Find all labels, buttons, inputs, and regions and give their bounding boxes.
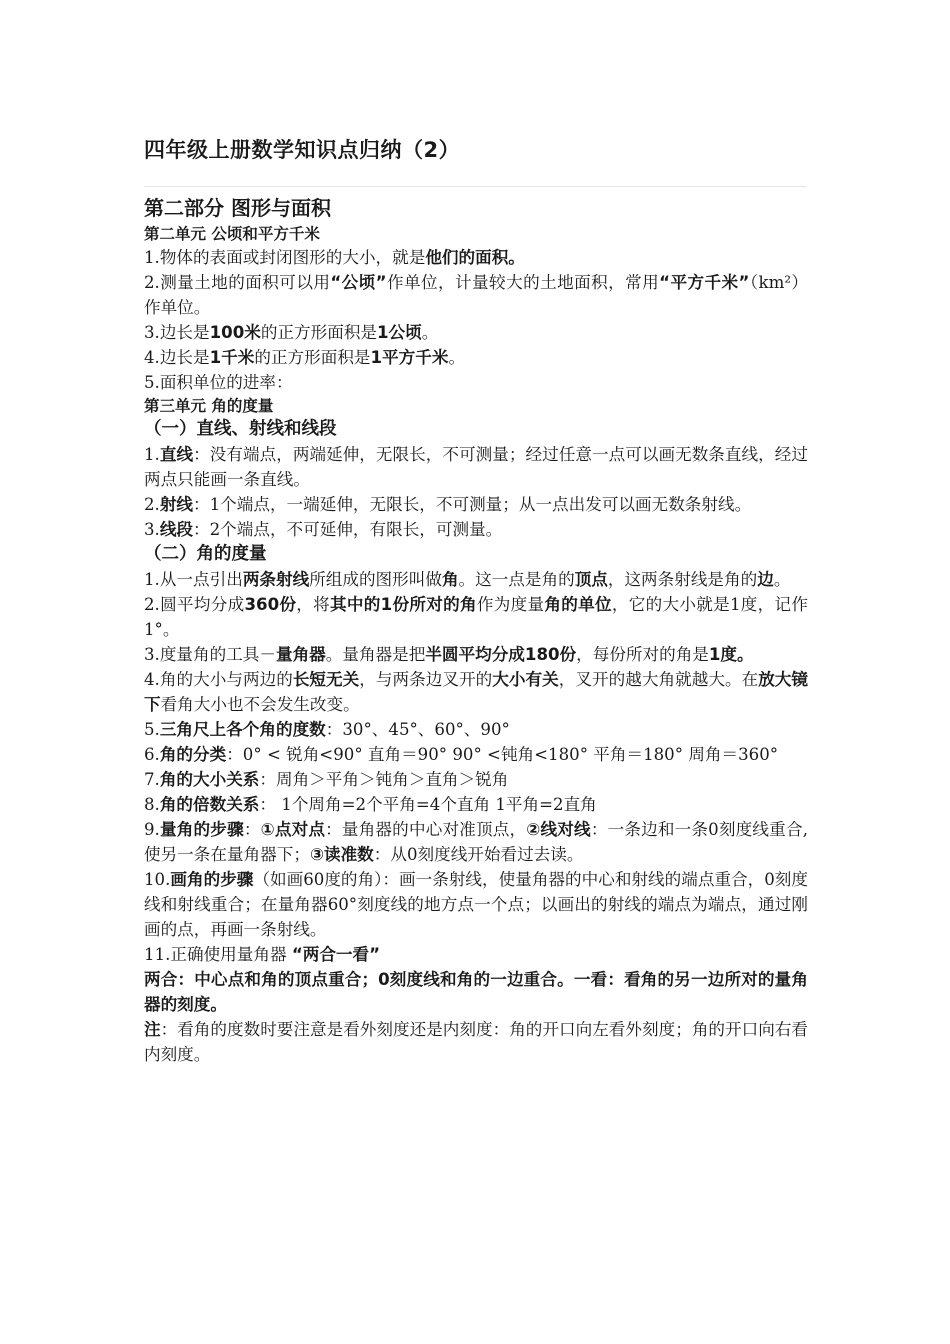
text-run: 作为度量: [476, 595, 545, 614]
bold-term: 360份: [244, 595, 297, 614]
bold-term: 角的单位: [544, 595, 612, 614]
bold-term: 直线: [159, 445, 194, 464]
text-run: ：量角器的中心对准顶点，: [325, 820, 527, 839]
text-run: 6.: [144, 745, 160, 764]
text-run: 7.: [144, 770, 160, 789]
text-run: 。这一点是角的: [458, 570, 575, 589]
bold-term: 边: [757, 570, 774, 589]
text-run: 9.: [144, 820, 160, 839]
text-run: 5.: [144, 720, 160, 739]
text-run: 看角大小也不会发生改变。: [160, 695, 360, 714]
text-run: 1.: [144, 445, 160, 464]
text-run: ，与两条边叉开的: [359, 670, 493, 689]
bold-term: “平方千米”: [659, 273, 750, 292]
bold-term: 画角的步骤: [170, 870, 254, 889]
bold-term: 射线: [159, 495, 194, 514]
document-title: 四年级上册数学知识点归纳（2）: [144, 138, 461, 162]
knowledge-point: [144, 767, 808, 792]
text-run: 2.圆平均分成: [144, 595, 245, 614]
bold-term: 放大镜下: [144, 670, 809, 714]
bold-term: 角的分类: [159, 745, 227, 764]
text-run: 8.: [144, 795, 160, 814]
bold-term: 长短无关: [292, 670, 360, 689]
knowledge-point: [144, 320, 808, 345]
bold-term: ①点对点: [260, 820, 326, 839]
bold-term: ②线对线: [526, 820, 591, 839]
text-run: ，叉开的越大角就越大。在: [558, 670, 759, 689]
bold-term: 角的大小关系: [159, 770, 260, 789]
text-run: 11.正确使用量角器: [144, 945, 292, 964]
knowledge-point: [144, 792, 808, 817]
knowledge-point: [144, 245, 808, 270]
bold-term: 两条射线: [242, 570, 310, 589]
bold-term: 100米: [209, 323, 261, 342]
bold-term: 角: [441, 570, 459, 589]
section-heading: （二）角的度量: [144, 544, 267, 564]
bold-term: 顶点: [574, 570, 608, 589]
knowledge-point: [144, 345, 808, 370]
text-run: （km²）作单位。: [144, 273, 808, 317]
knowledge-point: [144, 967, 808, 1017]
knowledge-point: [144, 817, 808, 867]
text-run: ：从0刻度线开始看过去读。: [373, 845, 584, 864]
text-run: ，这两条射线是角的: [607, 570, 758, 589]
text-run: 作单位，计量较大的土地面积，常用: [386, 273, 660, 292]
bold-term: 线段: [159, 520, 194, 539]
text-run: 。: [773, 570, 791, 589]
knowledge-point: [144, 717, 808, 742]
knowledge-point: [144, 667, 808, 717]
bold-term: “公顷”: [330, 273, 387, 292]
bold-term: 大小有关: [492, 670, 559, 689]
knowledge-point: [144, 867, 808, 942]
knowledge-point: [144, 370, 808, 395]
part-heading: 第二部分 图形与面积: [144, 196, 331, 220]
text-run: 的正方形面积是: [260, 323, 378, 342]
knowledge-point: [144, 567, 808, 592]
text-run: 。: [448, 348, 466, 367]
knowledge-point: [144, 517, 808, 542]
text-run: 2.测量土地的面积可以用: [144, 273, 331, 292]
bold-term: 注: [144, 1020, 161, 1039]
knowledge-point: [144, 270, 808, 320]
text-run: 3.边长是: [144, 323, 210, 342]
text-run: 4.角的大小与两边的: [144, 670, 293, 689]
text-run: 1.物体的表面或封闭图形的大小，就是: [144, 248, 426, 267]
text-run: 1.从一点引出: [144, 570, 243, 589]
bold-term: “两合一看”: [291, 945, 381, 964]
bold-term: 1度。: [708, 645, 754, 664]
knowledge-point: [144, 742, 808, 767]
text-run: 5.面积单位的进率：: [144, 373, 293, 392]
bold-term: 两合：中心点和角的顶点重合；0刻度线和角的一边重合。一看：看角的另一边所对的量角器的刻度。: [144, 970, 808, 1014]
text-run: ，将: [296, 595, 331, 614]
unit-heading: 第二单元 公顷和平方千米: [144, 225, 320, 243]
text-run: ： 1个周角=2个平角=4个直角 1平角=2直角: [259, 795, 597, 814]
bold-term: 量角的步骤: [159, 820, 244, 839]
text-run: 10.: [144, 870, 171, 889]
text-run: ：: [243, 820, 261, 839]
text-run: 3.度量角的工具－: [144, 645, 276, 664]
text-run: ：0° < 锐角<90° 直角＝90° 90° <钝角<180° 平角＝180° 周角＝360°: [226, 745, 779, 764]
bold-term: 他们的面积。: [425, 248, 525, 267]
section-heading: （一）直线、射线和线段: [144, 419, 337, 439]
bold-term: 角的倍数关系: [159, 795, 260, 814]
text-run: ，它的大小就是1度，记作1°。: [144, 595, 809, 639]
text-run: ：没有端点，两端延伸，无限长，不可测量；经过任意一点可以画无数条直线，经过两点只能画一条直线。: [144, 445, 808, 489]
bold-term: 量角器: [276, 645, 326, 664]
text-run: 所组成的图形叫做: [309, 570, 442, 589]
text-run: 4.边长是: [144, 348, 210, 367]
knowledge-point: [144, 942, 808, 967]
bold-term: 1公顷: [377, 323, 422, 342]
text-run: （如画60度的角）：画一条射线，使量角器的中心和射线的端点重合，0刻度线和射线重合；在量角器60°刻度线的地方点一个点；以画出的射线的端点为端点，通过刚画的点，再画一条射线。: [144, 870, 809, 939]
text-run: ：30°、45°、60°、90°: [325, 720, 510, 739]
text-run: 的正方形面积是: [254, 348, 371, 367]
bold-term: 1千米: [209, 348, 255, 367]
bold-term: ③读准数: [309, 845, 374, 864]
knowledge-point: [144, 492, 808, 517]
text-run: 2.: [144, 495, 160, 514]
knowledge-point: [144, 442, 808, 492]
text-run: ，每份所对的角是: [576, 645, 709, 664]
text-run: 。量角器是把: [325, 645, 426, 664]
bold-term: 半圆平均分成180份: [425, 645, 577, 664]
knowledge-point: [144, 592, 808, 642]
title-divider: [144, 186, 806, 187]
bold-term: 其中的1份所对的角: [330, 595, 477, 614]
text-run: 。: [421, 323, 439, 342]
bold-term: 1平方千米: [370, 348, 449, 367]
text-run: ：1个端点，一端延伸，无限长，不可测量；从一点出发可以画无数条射线。: [193, 495, 752, 514]
knowledge-point: [144, 642, 808, 667]
text-run: ：2个端点，不可延伸，有限长，可测量。: [193, 520, 503, 539]
text-run: ：看角的度数时要注意是看外刻度还是内刻度：角的开口向左看外刻度；角的开口向右看内刻度。: [144, 1020, 809, 1064]
knowledge-point: [144, 1017, 808, 1067]
text-run: 3.: [144, 520, 160, 539]
bold-term: 三角尺上各个角的度数: [159, 720, 326, 739]
unit-heading: 第三单元 角的度量: [144, 397, 274, 415]
text-run: ：周角＞平角＞钝角＞直角＞锐角: [259, 770, 509, 789]
document-body: [144, 193, 808, 1067]
text-run: ：一条边和一条0刻度线重合,使另一条在量角器下；: [144, 820, 808, 864]
